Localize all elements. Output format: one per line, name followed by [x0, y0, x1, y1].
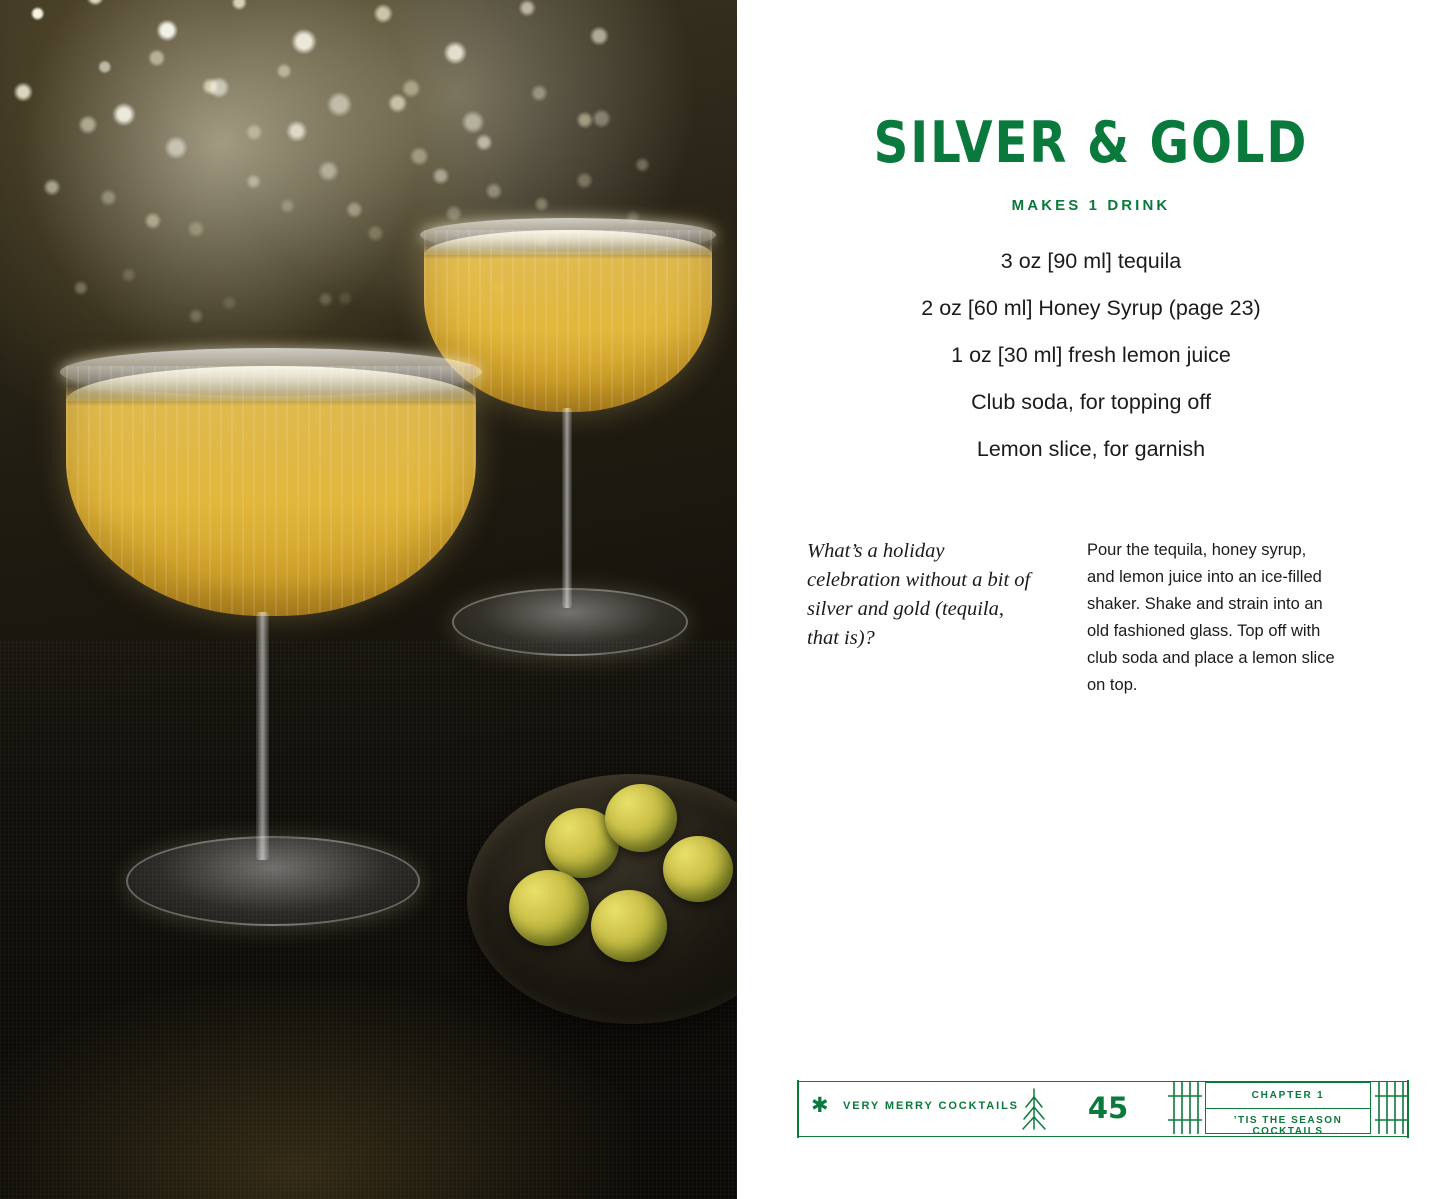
recipe-title: SILVER & GOLD — [873, 110, 1309, 177]
snowflake-asterisk-icon: ✱ — [811, 1094, 829, 1117]
chapter-name: ’TIS THE SEASON COCKTAILS — [1233, 1115, 1343, 1137]
ingredient-item: 2 oz [60 ml] Honey Syrup (page 23) — [921, 296, 1261, 320]
recipe-blurb: What’s a holiday celebration without a bit of silver and gold (tequila, that is)? — [807, 540, 1031, 649]
page-number: 45 — [1087, 1091, 1129, 1125]
ingredient-list — [737, 238, 1445, 473]
art-deco-grille-right-icon — [1375, 1082, 1409, 1134]
pine-tree-icon — [1021, 1087, 1047, 1131]
chapter-divider — [1206, 1108, 1370, 1109]
recipe-text-panel — [737, 0, 1445, 1199]
recipe-yield: MAKES 1 DRINK — [1011, 197, 1171, 214]
olive — [605, 784, 677, 852]
recipe-directions: Pour the tequila, honey syrup, and lemon juice into an ice-filled shaker. Shake and strain into an old fashioned glass. Top off with club soda and place a lemon slice on top. — [1087, 541, 1335, 694]
olive — [509, 870, 589, 946]
ingredient-item: 1 oz [30 ml] fresh lemon juice — [951, 343, 1231, 367]
page-footer — [797, 1075, 1409, 1141]
olive — [591, 890, 667, 962]
ingredient-item: Club soda, for topping off — [971, 390, 1211, 414]
glass-fluting-front — [66, 366, 476, 616]
chapter-box — [1205, 1082, 1371, 1137]
olive — [663, 836, 733, 902]
glass-foot-front — [126, 836, 420, 926]
chapter-label: CHAPTER 1 — [1251, 1090, 1325, 1101]
art-deco-grille-left-icon — [1168, 1082, 1202, 1134]
glass-foot-back — [452, 588, 688, 656]
book-title: VERY MERRY COCKTAILS — [843, 1100, 1019, 1112]
glass-bowl-front — [66, 366, 476, 616]
ingredient-item: 3 oz [90 ml] tequila — [1000, 249, 1182, 273]
glass-stem-back — [562, 408, 572, 608]
ingredient-item: Lemon slice, for garnish — [976, 437, 1206, 461]
glass-stem-front — [256, 612, 269, 860]
